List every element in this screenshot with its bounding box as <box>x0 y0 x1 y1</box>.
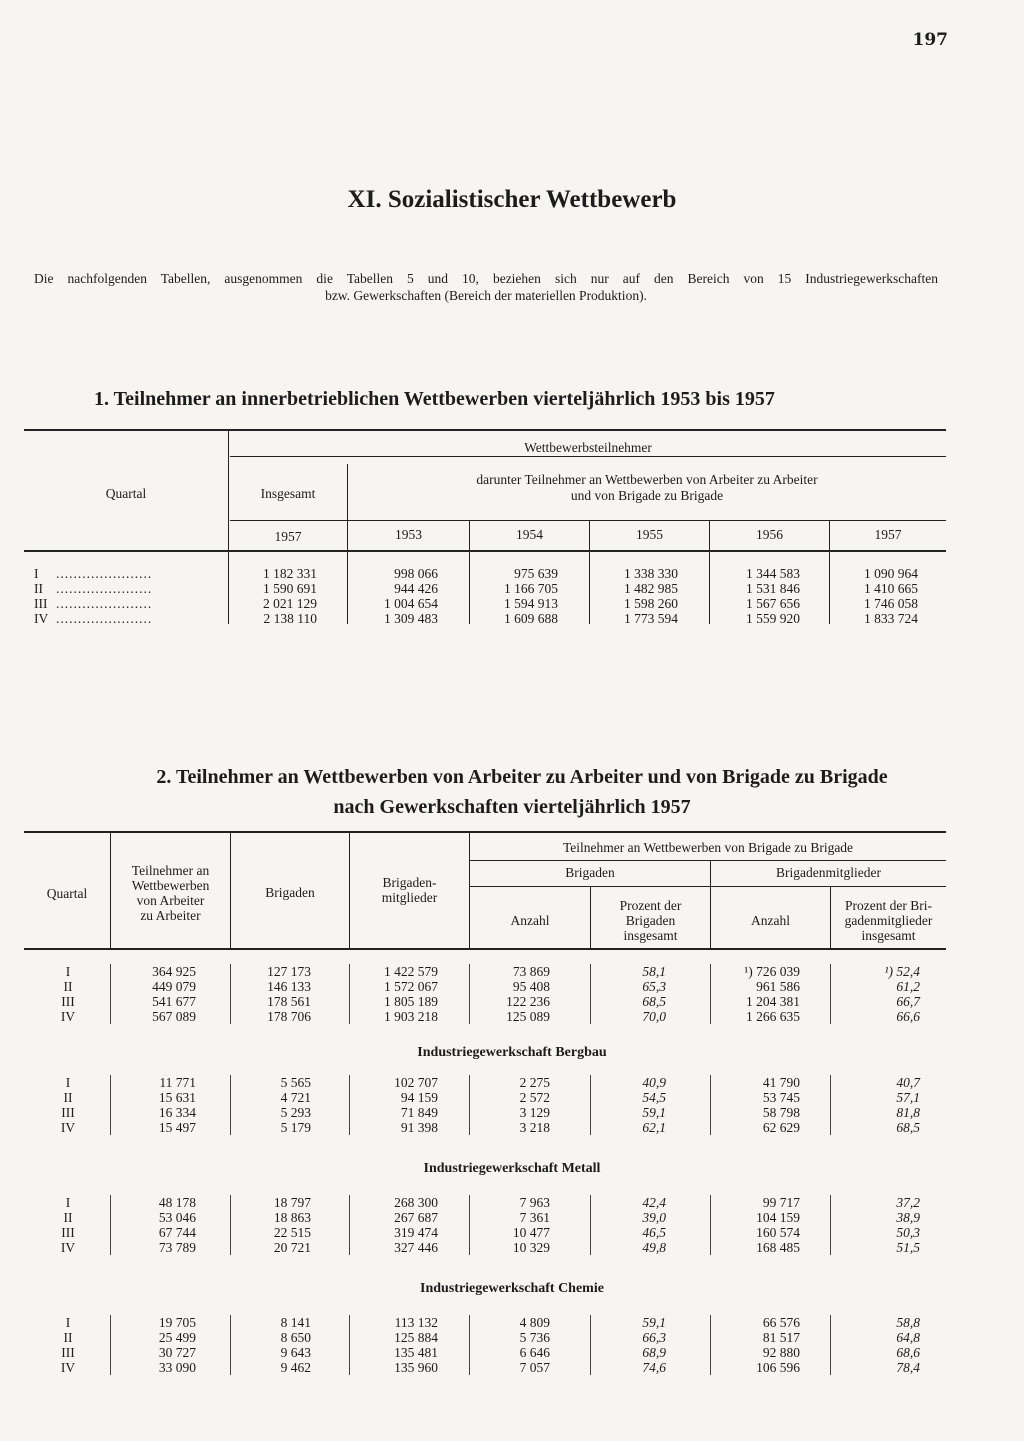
table2-row-quartal: III <box>61 1105 75 1120</box>
table2-row-quartal: II <box>63 1090 73 1105</box>
table2-cell: 8 141 <box>280 1315 311 1330</box>
table2-row-quartal: IV <box>60 1240 76 1255</box>
table1-row-leader: ...................... <box>56 581 153 596</box>
table1-row-quartal: III <box>34 596 48 611</box>
table1-cell: 1 338 330 <box>624 566 678 581</box>
table2-cell: 1 266 635 <box>746 1009 800 1024</box>
table1-col-quartal: Quartal <box>105 486 147 501</box>
table2-col-prozent-mitglieder <box>831 898 946 943</box>
table2-cell: 15 631 <box>158 1090 196 1105</box>
table2-row-quartal: II <box>63 1210 73 1225</box>
table2-cell: 5 179 <box>280 1120 311 1135</box>
table2-col-quartal: Quartal <box>46 886 88 901</box>
table1-cell: 1 309 483 <box>384 611 438 626</box>
table2-cell: 25 499 <box>158 1330 196 1345</box>
table1-row-quartal: II <box>34 581 43 596</box>
table2-cell: 99 717 <box>762 1195 800 1210</box>
table2-cell: 58,1 <box>642 964 666 979</box>
table2-cell: 122 236 <box>506 994 550 1009</box>
table2-cell: 267 687 <box>394 1210 438 1225</box>
table2-cell: 125 884 <box>394 1330 438 1345</box>
table2-cell: 66 576 <box>762 1315 800 1330</box>
table2-cell: 178 706 <box>267 1009 311 1024</box>
table1-cell: 1 567 656 <box>746 596 800 611</box>
table1-group-header: Wettbewerbsteilnehmer <box>524 440 652 455</box>
table2-header-bottom-rule <box>24 948 946 950</box>
table2-row-quartal: II <box>63 1330 73 1345</box>
table2-cell: 18 797 <box>273 1195 311 1210</box>
table2-cell: 567 089 <box>152 1009 196 1024</box>
table1-title: 1. Teilnehmer an innerbetrieblichen Wettbewerben vierteljährlich 1953 bis 1957 <box>94 388 775 410</box>
table2-cell: 5 736 <box>519 1330 550 1345</box>
table2-cell: 42,4 <box>642 1195 666 1210</box>
table2-cell: 53 745 <box>762 1090 800 1105</box>
table2-cell: 62 629 <box>762 1120 800 1135</box>
table2-cell: 68,5 <box>896 1120 920 1135</box>
table2-cell: 81 517 <box>762 1330 800 1345</box>
table1-year: 1954 <box>516 527 543 542</box>
table2-cell: 51,5 <box>896 1240 920 1255</box>
table1-cell: 1 598 260 <box>624 596 678 611</box>
table2-cell: 5 565 <box>280 1075 311 1090</box>
table2-row-quartal: IV <box>60 1009 76 1024</box>
table1-cell: 2 138 110 <box>263 611 317 626</box>
table2-section-heading: Industriegewerkschaft Metall <box>423 1161 601 1176</box>
table2-cell: 74,6 <box>642 1360 666 1375</box>
table2-row-quartal: I <box>65 1195 71 1210</box>
intro-line-1: Die nachfolgenden Tabellen, ausgenommen die Tabellen 5 und 10, beziehen sich nur auf den Bereich von 15 Industriegewerkschaften <box>34 271 938 286</box>
table2-cell: 46,5 <box>642 1225 666 1240</box>
table2-row-quartal: III <box>61 994 75 1009</box>
table2-cell: 37,2 <box>896 1195 920 1210</box>
table2-cell: 64,8 <box>896 1330 920 1345</box>
table2-cell: 68,9 <box>642 1345 666 1360</box>
table2-cell: ¹) 726 039 <box>744 964 800 979</box>
table2-col-teilnehmer-line: Teilnehmer an <box>131 863 210 878</box>
table1-year: 1957 <box>874 527 902 542</box>
table1-row-leader: ...................... <box>56 566 153 581</box>
table2-cell: 135 960 <box>394 1360 438 1375</box>
table2-cell: 66,7 <box>896 994 920 1009</box>
table2-cell: 95 408 <box>512 979 550 994</box>
table2-cell: 22 515 <box>273 1225 311 1240</box>
table1-cell: 1 004 654 <box>384 596 438 611</box>
table1-col-insgesamt: Insgesamt <box>260 486 316 501</box>
table2-cell: 327 446 <box>394 1240 438 1255</box>
table2-row-quartal: III <box>61 1345 75 1360</box>
table2-sub-brigadenmitglieder: Brigadenmitglieder <box>776 865 881 880</box>
table2-cell: 125 089 <box>506 1009 550 1024</box>
table2-title <box>0 762 1024 822</box>
table2-sub-rule <box>470 886 946 887</box>
table1-col-darunter-2: und von Brigade zu Brigade <box>570 488 724 503</box>
table2-col-prozent-brigaden <box>591 898 710 943</box>
table1-col-darunter-1: darunter Teilnehmer an Wettbewerben von Arbeiter zu Arbeiter <box>476 472 818 487</box>
table1-year: 1957 <box>274 529 302 544</box>
table2-col-anzahl: Anzahl <box>510 913 550 928</box>
table2-cell: 65,3 <box>642 979 666 994</box>
table2-cell: 6 646 <box>519 1345 550 1360</box>
table2-cell: 104 159 <box>756 1210 800 1225</box>
table2-cell: 59,1 <box>642 1105 666 1120</box>
table2-cell: 49,8 <box>642 1240 666 1255</box>
table2-row-quartal: IV <box>60 1120 76 1135</box>
table1-cell: 1 746 058 <box>864 596 918 611</box>
table2-cell: 40,7 <box>896 1075 920 1090</box>
intro-paragraph <box>34 270 938 304</box>
table1-cell: 2 021 129 <box>263 596 317 611</box>
table2-cell: 8 650 <box>280 1330 311 1345</box>
table1-cell: 1 833 724 <box>864 611 918 626</box>
chapter-title: XI. Sozialistischer Wettbewerb <box>347 186 677 213</box>
table2-cell: 66,3 <box>642 1330 666 1345</box>
table1-top-rule <box>24 429 946 431</box>
table2-cell: 5 293 <box>280 1105 311 1120</box>
table2-cell: 61,2 <box>896 979 920 994</box>
table2-cell: 15 497 <box>158 1120 196 1135</box>
table2-row-quartal: I <box>65 964 71 979</box>
table2-cell: 33 090 <box>158 1360 196 1375</box>
table2-cell: 68,6 <box>896 1345 920 1360</box>
table2-title-line-1: 2. Teilnehmer an Wettbewerben von Arbeiter zu Arbeiter und von Brigade zu Brigade <box>156 766 888 788</box>
table2-cell: 168 485 <box>756 1240 800 1255</box>
page-number: 197 <box>912 30 948 50</box>
table2-cell: 68,5 <box>642 994 666 1009</box>
table1-cell: 1 410 665 <box>864 581 918 596</box>
table1-year: 1955 <box>636 527 663 542</box>
table2-col-prozent-brigaden-line: Prozent der <box>619 898 682 913</box>
table2-cell: 53 046 <box>158 1210 196 1225</box>
table2-col-prozent-brigaden-line: insgesamt <box>623 928 678 943</box>
table1-cell: 1 590 691 <box>263 581 317 596</box>
table2-cell: 67 744 <box>158 1225 196 1240</box>
table2-cell: 9 462 <box>280 1360 311 1375</box>
table2-cell: 3 218 <box>519 1120 550 1135</box>
table2-cell: 1 572 067 <box>384 979 438 994</box>
table2-section-heading: Industriegewerkschaft Bergbau <box>417 1045 607 1060</box>
table2-cell: 30 727 <box>158 1345 196 1360</box>
table1-cell: 1 773 594 <box>624 611 678 626</box>
table2-sub-brigaden: Brigaden <box>565 865 615 880</box>
table2-cell: 1 805 189 <box>384 994 438 1009</box>
table2-top-rule <box>24 831 946 833</box>
table2-cell: 91 398 <box>400 1120 438 1135</box>
table1-cell: 1 182 331 <box>263 566 317 581</box>
table2-cell: 54,5 <box>642 1090 666 1105</box>
table2-cell: 178 561 <box>267 994 311 1009</box>
table1-cell: 1 090 964 <box>864 566 918 581</box>
table2-col-teilnehmer <box>111 863 230 923</box>
table2-cell: 50,3 <box>896 1225 920 1240</box>
table1-row-leader: ...................... <box>56 596 153 611</box>
table2-section-heading: Industriegewerkschaft Chemie <box>420 1281 604 1296</box>
table2-cell: 20 721 <box>273 1240 311 1255</box>
table2-cell: 9 643 <box>280 1345 311 1360</box>
table2-cell: 81,8 <box>896 1105 920 1120</box>
table2-col-teilnehmer-line: von Arbeiter <box>136 893 205 908</box>
table2-cell: 10 477 <box>512 1225 550 1240</box>
table1-row-quartal: IV <box>34 611 49 626</box>
table1-year: 1953 <box>395 527 422 542</box>
table2-cell: 73 869 <box>512 964 550 979</box>
table2-cell: 19 705 <box>158 1315 196 1330</box>
table2-cell: 38,9 <box>896 1210 920 1225</box>
table2-cell: 41 790 <box>762 1075 800 1090</box>
table2-col-brigadenmitglieder <box>350 875 469 905</box>
table2-row-quartal: I <box>65 1075 71 1090</box>
table2-col-teilnehmer-line: Wettbewerben <box>131 878 210 893</box>
table2-cell: 4 809 <box>519 1315 550 1330</box>
table2-group-rule <box>470 860 946 861</box>
table2-cell: 16 334 <box>158 1105 196 1120</box>
table2-cell: 160 574 <box>756 1225 800 1240</box>
table1-header-bottom-rule <box>24 550 946 552</box>
table1-cell: 1 594 913 <box>504 596 558 611</box>
table1-cell: 998 066 <box>394 566 438 581</box>
table2-row-quartal: III <box>61 1225 75 1240</box>
table2-cell: 102 707 <box>394 1075 438 1090</box>
table2-col-prozent-mitglieder-line: gadenmitglieder <box>844 913 933 928</box>
table2-cell: 4 721 <box>280 1090 311 1105</box>
table2-cell: 57,1 <box>896 1090 920 1105</box>
table2-cell: 10 329 <box>512 1240 550 1255</box>
table2-cell: 2 572 <box>519 1090 550 1105</box>
table2-cell: 7 963 <box>519 1195 550 1210</box>
table2-cell: 7 057 <box>519 1360 550 1375</box>
table2-cell: ¹) 52,4 <box>884 964 920 979</box>
table2-cell: 39,0 <box>642 1210 666 1225</box>
table2-cell: 59,1 <box>642 1315 666 1330</box>
table1-cell: 1 166 705 <box>504 581 558 596</box>
table1-group-rule <box>230 456 946 457</box>
table2-cell: 58 798 <box>762 1105 800 1120</box>
table1-row-quartal: I <box>34 566 39 581</box>
table1-cell: 1 531 846 <box>746 581 800 596</box>
table1-cell: 975 639 <box>514 566 558 581</box>
table2-cell: 62,1 <box>642 1120 666 1135</box>
table2-cell: 541 677 <box>152 994 196 1009</box>
table2-col-prozent-mitglieder-line: Prozent der Bri- <box>845 898 932 913</box>
table2-col-brigadenmitglieder-line: Brigaden- <box>382 875 437 890</box>
table2-cell: 319 474 <box>394 1225 438 1240</box>
table2-cell: 66,6 <box>896 1009 920 1024</box>
table2-cell: 135 481 <box>394 1345 438 1360</box>
table2-cell: 71 849 <box>400 1105 438 1120</box>
table2-title-line-2: nach Gewerkschaften vierteljährlich 1957 <box>333 796 691 818</box>
table2-cell: 364 925 <box>152 964 196 979</box>
table2-cell: 146 133 <box>267 979 311 994</box>
table2-col-brigaden: Brigaden <box>265 885 315 900</box>
table2-row-quartal: II <box>63 979 73 994</box>
table2-row-quartal: IV <box>60 1360 76 1375</box>
table2-cell: 1 422 579 <box>384 964 438 979</box>
table2-cell: 73 789 <box>158 1240 196 1255</box>
table2-cell: 40,9 <box>642 1075 666 1090</box>
table2-cell: 106 596 <box>756 1360 800 1375</box>
table2-cell: 70,0 <box>642 1009 666 1024</box>
table2-group-header: Teilnehmer an Wettbewerben von Brigade zu Brigade <box>562 840 854 855</box>
table1-year: 1956 <box>756 527 783 542</box>
intro-line-2: bzw. Gewerkschaften (Bereich der materiellen Produktion). <box>325 288 647 303</box>
table2-cell: 48 178 <box>158 1195 196 1210</box>
table1-cell: 1 482 985 <box>624 581 678 596</box>
table2-cell: 961 586 <box>756 979 800 994</box>
table2-col-prozent-brigaden-line: Brigaden <box>625 913 676 928</box>
table2-col-anzahl: Anzahl <box>751 913 790 928</box>
table2-col-brigadenmitglieder-line: mitglieder <box>381 890 438 905</box>
table2-cell: 94 159 <box>400 1090 438 1105</box>
table2-cell: 2 275 <box>519 1075 550 1090</box>
table2-cell: 18 863 <box>273 1210 311 1225</box>
table1-cell: 1 344 583 <box>746 566 800 581</box>
table2-cell: 58,8 <box>896 1315 920 1330</box>
table2-cell: 1 903 218 <box>384 1009 438 1024</box>
table1-cell: 944 426 <box>394 581 438 596</box>
table2-cell: 268 300 <box>394 1195 438 1210</box>
table2-cell: 7 361 <box>519 1210 550 1225</box>
table2-cell: 127 173 <box>267 964 311 979</box>
table2-cell: 449 079 <box>152 979 196 994</box>
table1-row-leader: ...................... <box>56 611 153 626</box>
table2-col-prozent-mitglieder-line: insgesamt <box>861 928 916 943</box>
table1-cell: 1 559 920 <box>746 611 800 626</box>
table2-cell: 1 204 381 <box>746 994 800 1009</box>
table2-cell: 92 880 <box>762 1345 800 1360</box>
table2-cell: 11 771 <box>159 1075 196 1090</box>
table1-year-rule <box>230 520 946 521</box>
table2-row-quartal: I <box>65 1315 71 1330</box>
table2-cell: 78,4 <box>896 1360 920 1375</box>
table2-cell: 3 129 <box>519 1105 550 1120</box>
table1-cell: 1 609 688 <box>504 611 558 626</box>
table2-cell: 113 132 <box>394 1315 438 1330</box>
table2-col-teilnehmer-line: zu Arbeiter <box>140 908 201 923</box>
